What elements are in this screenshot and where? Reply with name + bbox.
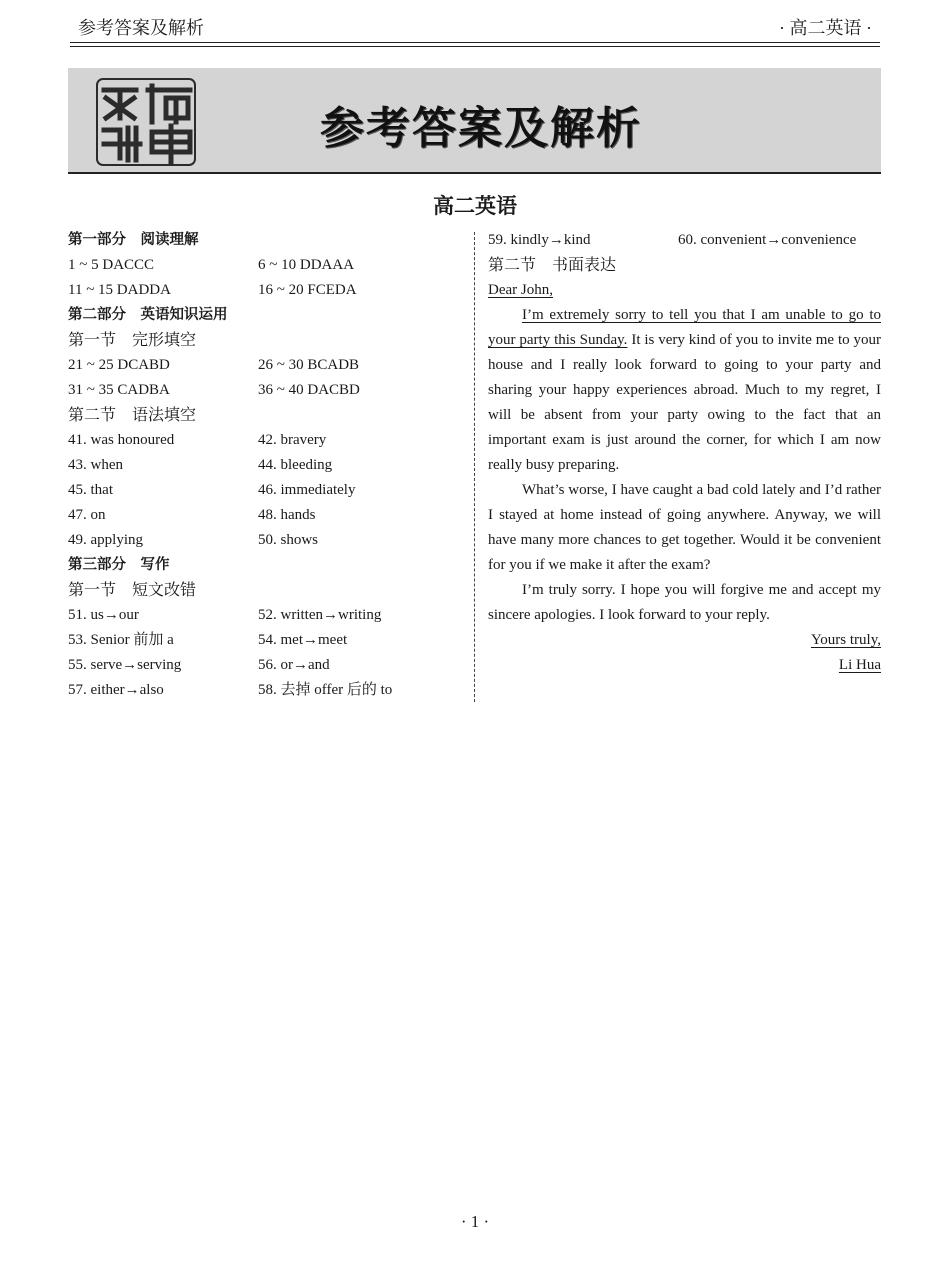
answer-cell: 31 ~ 35 CADBA xyxy=(68,382,170,398)
answer-cell: 26 ~ 30 BCADB xyxy=(258,357,360,373)
answer-cell: 第一节 短文改错 xyxy=(68,582,197,599)
answer-cell: 第三部分 写作 xyxy=(68,557,170,573)
answer-cell: 51. us→our xyxy=(68,607,139,623)
answer-cell: 56. or→and xyxy=(258,657,330,673)
letter-salutation: Dear John, xyxy=(488,282,553,298)
answer-cell: 第一部分 阅读理解 xyxy=(68,232,199,248)
answer-cell: 59. kindly→kind xyxy=(488,232,591,248)
answer-row xyxy=(68,503,460,528)
answer-cell: 21 ~ 25 DCABD xyxy=(68,357,170,373)
answer-cell: 36 ~ 40 DACBD xyxy=(258,382,360,398)
subject-title: 高二英语 xyxy=(433,194,517,218)
seal-logo xyxy=(96,78,196,166)
answer-row xyxy=(68,278,460,303)
column-divider xyxy=(474,232,475,702)
answer-cell: 第二部分 英语知识运用 xyxy=(68,307,228,323)
left-answer-column xyxy=(68,228,460,703)
answer-cell: 第二节 语法填空 xyxy=(68,407,197,424)
answer-row xyxy=(68,603,460,628)
letter-paragraph-1: I’m extremely sorry to tell you that I am unable to go to your party this Sunday. It is very kind of you to invite me to your house and I really look forward to going to your party and sharing your happy experiences abroad. Much to my regret, I will be absent from your party owing to the fact that an important exam is just around the corner, for which I am now really busy preparing. xyxy=(488,307,881,473)
running-header-right: · 高二英语 · xyxy=(779,18,872,38)
answer-cell: 49. applying xyxy=(68,532,143,548)
answer-cell: 47. on xyxy=(68,507,106,523)
answer-cell: 55. serve→serving xyxy=(68,657,182,673)
answer-cell: 第一节 完形填空 xyxy=(68,332,197,349)
right-answer-column xyxy=(488,228,881,678)
answer-cell: 48. hands xyxy=(258,507,316,523)
letter-paragraph-2: What’s worse, I have caught a bad cold lately and I’d rather I stayed at home instead of going anywhere. Anyway, we will have many more chances to get together. Would it be convenient for you if we make it after the exam? xyxy=(488,482,881,573)
answer-row xyxy=(488,228,881,253)
section-heading xyxy=(68,228,460,253)
page-number: · 1 · xyxy=(460,1212,490,1231)
answer-cell: 52. written→writing xyxy=(258,607,382,623)
answer-row xyxy=(68,528,460,553)
answer-cell: 1 ~ 5 DACCC xyxy=(68,257,155,273)
header-rule-thin xyxy=(70,46,880,47)
answer-cell: 46. immediately xyxy=(258,482,356,498)
subsection-heading: 第二节 书面表达 xyxy=(488,257,617,274)
answer-cell: 58. 去掉 offer 后的 to xyxy=(258,682,393,698)
answer-cell: 41. was honoured xyxy=(68,432,175,448)
answer-row xyxy=(68,428,460,453)
answer-cell: 57. either→also xyxy=(68,682,164,698)
answer-cell: 45. that xyxy=(68,482,113,498)
answer-cell: 50. shows xyxy=(258,532,319,548)
underlined-topic-sentence: I’m extremely sorry to tell you that I am unable to go to your party this Sunday. xyxy=(488,307,881,348)
answer-cell: 54. met→meet xyxy=(258,632,348,648)
answer-cell: 44. bleeding xyxy=(258,457,333,473)
subsection-heading xyxy=(68,578,460,603)
answer-row xyxy=(68,653,460,678)
answer-row xyxy=(68,628,460,653)
section-heading xyxy=(68,303,460,328)
answer-cell: 42. bravery xyxy=(258,432,327,448)
answer-cell: 60. convenient→convenience xyxy=(678,232,857,248)
letter-signature: Li Hua xyxy=(838,657,881,673)
answer-row xyxy=(68,353,460,378)
answer-row xyxy=(68,253,460,278)
header-rule xyxy=(70,42,880,43)
answer-row xyxy=(68,478,460,503)
answer-cell: 53. Senior 前加 a xyxy=(68,632,174,648)
answer-row xyxy=(68,378,460,403)
running-header xyxy=(70,12,880,40)
title-banner xyxy=(68,68,881,174)
subsection-heading xyxy=(68,403,460,428)
answer-cell: 6 ~ 10 DDAAA xyxy=(258,257,355,273)
letter-closing: Yours truly, xyxy=(810,632,881,648)
answer-row xyxy=(68,453,460,478)
banner-title: 参考答案及解析 xyxy=(320,103,642,154)
section-heading xyxy=(68,553,460,578)
answer-cell: 16 ~ 20 FCEDA xyxy=(258,282,357,298)
answer-cell: 11 ~ 15 DADDA xyxy=(68,282,171,298)
answer-cell: 43. when xyxy=(68,457,123,473)
subsection-heading xyxy=(68,328,460,353)
letter-paragraph-3: I’m truly sorry. I hope you will forgive me and accept my sincere apologies. I look forward to your reply. xyxy=(488,582,881,623)
running-header-left: 参考答案及解析 xyxy=(78,18,204,38)
answer-row xyxy=(68,678,460,703)
